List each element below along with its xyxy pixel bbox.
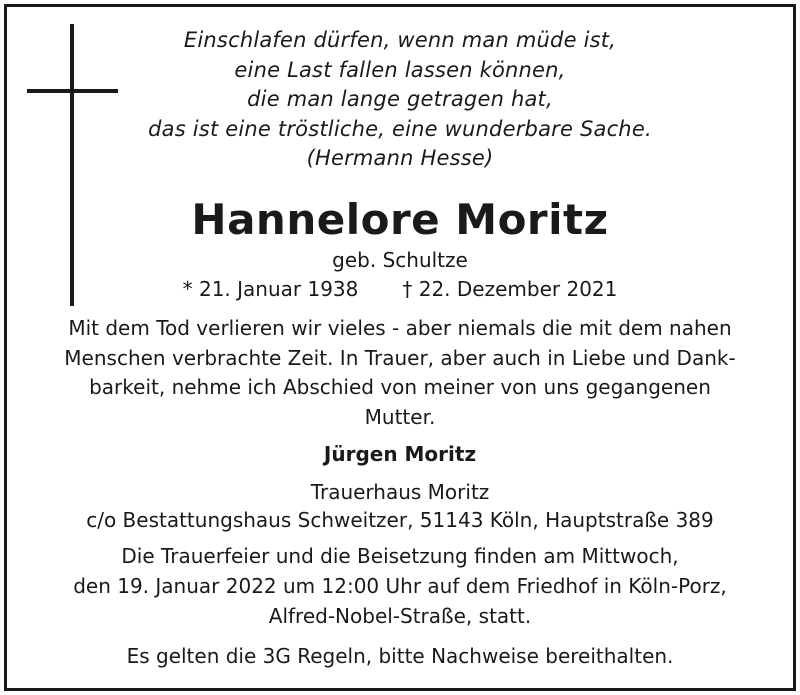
covid-notice: Es gelten die 3G Regeln, bitte Nachweise bereithalten. xyxy=(126,644,674,668)
funeral-info xyxy=(20,541,780,631)
message-line: Mit dem Tod verlieren wir vieles - aber niemals die mit dem nahen xyxy=(68,316,732,340)
maiden-name: geb. Schultze xyxy=(332,248,468,272)
death-date: † 22. Dezember 2021 xyxy=(402,277,618,301)
message-line: Menschen verbrachte Zeit. In Trauer, aber auch in Liebe und Dank- xyxy=(64,345,736,370)
birth-date: * 21. Januar 1938 xyxy=(182,277,359,301)
poem-line: die man lange getragen hat, xyxy=(247,87,553,111)
condolence-message xyxy=(20,314,780,432)
mourning-address xyxy=(20,478,780,534)
poem-line: Einschlafen dürfen, wenn man müde ist, xyxy=(183,28,617,52)
signer-name: Jürgen Moritz xyxy=(323,442,477,466)
poem-quote xyxy=(100,26,700,174)
funeral-line: Alfred-Nobel-Straße, statt. xyxy=(268,604,532,628)
message-line: Mutter. xyxy=(364,404,436,429)
address-line: Trauerhaus Moritz xyxy=(310,480,490,504)
address-line: c/o Bestattungshaus Schweitzer, 51143 Köln, Hauptstraße 389 xyxy=(86,508,714,532)
cross-vertical-bar xyxy=(70,24,74,306)
poem-author: (Hermann Hesse) xyxy=(306,146,494,170)
poem-line: eine Last fallen lassen können, xyxy=(234,57,566,82)
funeral-line: Die Trauerfeier und die Beisetzung finden am Mittwoch, xyxy=(121,544,679,568)
life-dates xyxy=(100,275,700,303)
message-line: barkeit, nehme ich Abschied von meiner von uns gegangenen xyxy=(89,375,711,399)
poem-line: das ist eine tröstliche, eine wunderbare Sache. xyxy=(148,116,652,141)
deceased-name: Hannelore Moritz xyxy=(191,195,609,244)
funeral-line: den 19. Januar 2022 um 12:00 Uhr auf dem Friedhof in Köln-Porz, xyxy=(73,574,727,598)
